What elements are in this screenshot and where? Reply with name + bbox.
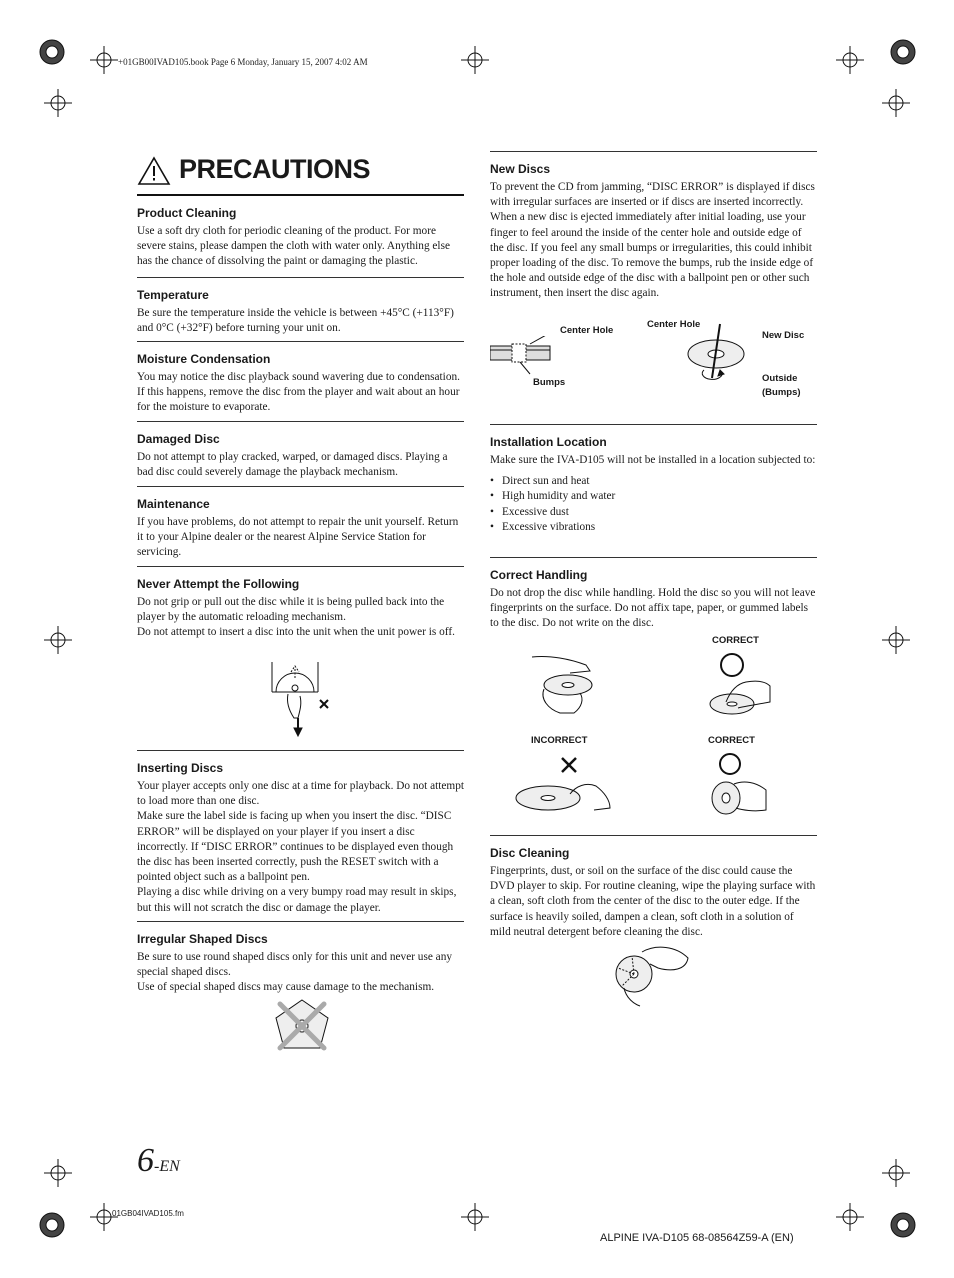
section-text: You may notice the disc playback sound wavering due to condensation. If this happens, remove the disc from the player and wait about an hour for the moisture to evaporate.: [137, 371, 460, 414]
warning-triangle-icon: [137, 156, 171, 186]
section-new-discs: [490, 151, 817, 302]
list-item: • Excessive dust: [490, 505, 817, 520]
section-heading: Irregular Shaped Discs: [137, 932, 268, 946]
section-disc-cleaning: [490, 835, 817, 940]
section-irregular-discs: [137, 921, 464, 996]
section-text: If you have problems, do not attempt to repair the unit yourself. Return it to your Alpine dealer or the nearest Alpine Service Station for servicing.: [137, 516, 459, 559]
new-disc-illustration: [686, 322, 756, 388]
disc-cross-section-illustration: [490, 336, 560, 376]
section-inserting-discs: [137, 750, 464, 916]
section-text: Be sure the temperature inside the vehicle is between +45°C (+113°F) and 0°C (+32°F) before turning your unit on.: [137, 307, 454, 335]
correct-hold-illustration: [706, 652, 776, 718]
section-moisture-condensation: [137, 341, 464, 416]
list-item: • Excessive vibrations: [490, 520, 817, 535]
section-heading: Damaged Disc: [137, 432, 220, 446]
page-number-digit: 6: [137, 1142, 154, 1179]
footer-file-name: 01GB04IVAD105.fm: [112, 1209, 184, 1218]
section-maintenance: [137, 486, 464, 561]
incorrect-hold-illustration: [514, 754, 614, 814]
section-text: Be sure to use round shaped discs only for this unit and never use any special shaped discs.: [137, 951, 452, 979]
section-heading: Product Cleaning: [137, 206, 237, 220]
correct-edge-hold-illustration: [704, 750, 774, 816]
section-heading: Never Attempt the Following: [137, 577, 300, 591]
label-incorrect: INCORRECT: [531, 735, 588, 746]
section-heading: Inserting Discs: [137, 761, 224, 775]
label-correct-1: CORRECT: [712, 635, 759, 646]
page-title-bar: [137, 150, 464, 196]
section-heading: Disc Cleaning: [490, 846, 570, 860]
label-new-disc: New Disc: [762, 330, 805, 341]
section-product-cleaning: [137, 196, 464, 270]
label-correct-2: CORRECT: [708, 735, 755, 746]
page-number-suffix: -EN: [154, 1158, 180, 1175]
section-text: Use of special shaped discs may cause damage to the mechanism.: [137, 981, 435, 994]
label-center-hole: Center Hole: [560, 325, 614, 336]
section-never-attempt: [137, 566, 464, 641]
section-text: Make sure the label side is facing up when you insert the disc. “DISC ERROR” will be displayed on your player if you insert a disc incorrectly. If “DISC ERROR” continues to be displayed even though the disc has been inserted correctly, push the RESET switch with a pointed object such as a ballpoint pen.: [137, 810, 454, 884]
section-heading: New Discs: [490, 162, 551, 176]
section-text: Do not attempt to insert a disc into the unit when the unit power is off.: [137, 626, 455, 639]
list-item: • High humidity and water: [490, 489, 817, 504]
footer-model-code: ALPINE IVA-D105 68-08564Z59-A (EN): [600, 1232, 794, 1244]
section-heading: Installation Location: [490, 435, 607, 449]
section-text: Your player accepts only one disc at a time for playback. Do not attempt to load more than one disc.: [137, 780, 464, 808]
disc-pull-illustration: [268, 660, 338, 740]
section-correct-handling: [490, 557, 817, 632]
section-text: Use a soft dry cloth for periodic cleaning of the product. For more severe stains, please dampen the cloth with water only. Anything else has the chance of dissolving the paint or damaging the plastic.: [137, 225, 450, 268]
section-temperature: [137, 277, 464, 336]
bullet-list: [490, 474, 817, 535]
label-center-hole-2: Center Hole: [647, 319, 701, 330]
label-outside-bumps: (Bumps): [762, 387, 801, 398]
section-installation-location: [490, 424, 817, 535]
section-heading: Moisture Condensation: [137, 352, 271, 366]
section-text: To prevent the CD from jamming, “DISC ERROR” is displayed if discs with irregular surfaces are inserted or if discs are inserted incorrectly. When a new disc is ejected immediately after initial loading, use your finger to feel around the inside of the center hole and outside edge of the disc. If you feel any small bumps or irregularities, this could inhibit proper loading of the disc. To remove the bumps, rub the inside edge of the hole and outside edge of the disc with a ballpoint pen or other such instrument, then insert the disc again.: [490, 181, 815, 300]
section-text: Playing a disc while driving on a very bumpy road may result in skips, but this will not scratch the disc or damage the player.: [137, 886, 457, 914]
section-heading: Temperature: [137, 288, 209, 302]
label-bumps: Bumps: [533, 377, 566, 388]
section-damaged-disc: [137, 421, 464, 480]
label-outside: Outside: [762, 373, 798, 384]
irregular-disc-illustration: [270, 998, 334, 1054]
hands-holding-disc-illustration: [530, 655, 600, 715]
section-text: Do not grip or pull out the disc while it is being pulled back into the player by the automatic reloading mechanism.: [137, 596, 445, 624]
section-text: Make sure the IVA-D105 will not be installed in a location subjected to:: [490, 454, 816, 466]
page-title: PRECAUTIONS: [179, 154, 371, 184]
section-text: Do not attempt to play cracked, warped, or damaged discs. Playing a bad disc could severely damage the playback mechanism.: [137, 451, 448, 479]
list-item: • Direct sun and heat: [490, 474, 817, 489]
section-heading: Maintenance: [137, 497, 210, 511]
section-heading: Correct Handling: [490, 568, 588, 582]
header-file-info: +01GB00IVAD105.book Page 6 Monday, January 15, 2007 4:02 AM: [118, 57, 368, 67]
section-text: Do not drop the disc while handling. Hold the disc so you will not leave fingerprints on the surface. Do not affix tape, paper, or gummed labels to the disc. Do not write on the disc.: [490, 587, 816, 630]
page-number: [137, 1142, 180, 1180]
disc-cleaning-illustration: [612, 942, 692, 1008]
section-text: Fingerprints, dust, or soil on the surface of the disc could cause the DVD player to skip. For routine cleaning, wipe the playing surface with a clean, soft cloth from the center of the disc to the outer edge. If the surface is heavily soiled, dampen a clean, soft cloth in a solution of mild neutral detergent before cleaning the disc.: [490, 865, 816, 938]
